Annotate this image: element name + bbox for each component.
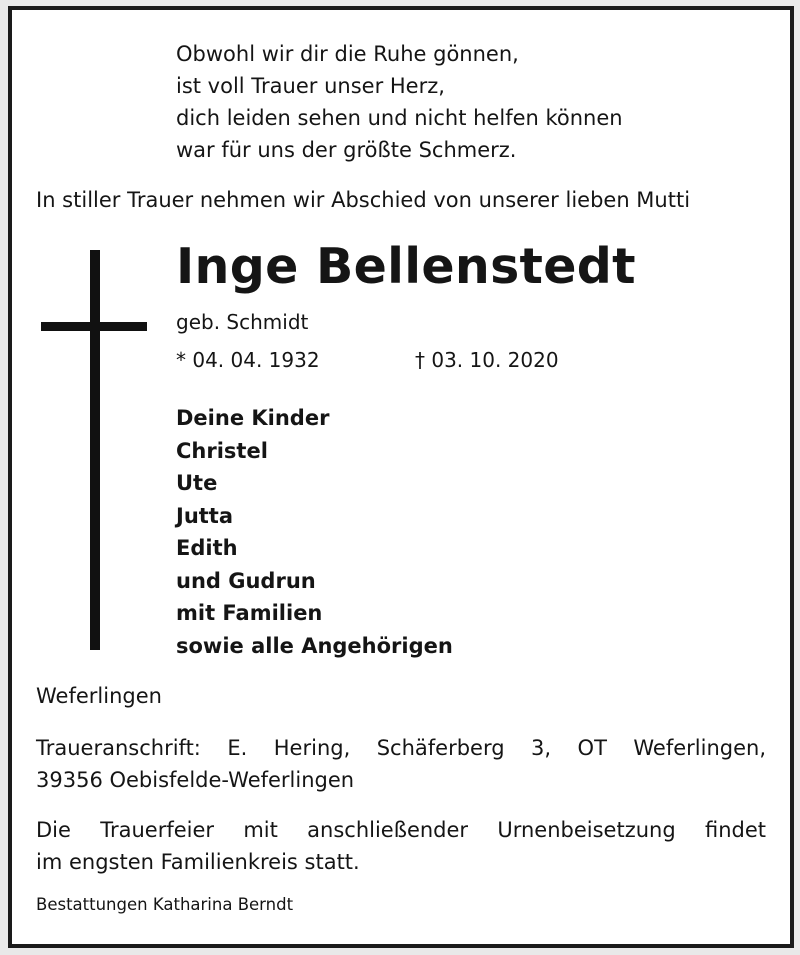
- deceased-name: Inge Bellenstedt: [176, 238, 636, 295]
- poem: [176, 38, 623, 166]
- mourning-address-line: 39356 Oebisfelde-Weferlingen: [36, 768, 355, 792]
- mourner-line: Jutta: [176, 503, 234, 528]
- ceremony-text-line: Die Trauerfeier mit anschließender Urnenbeisetzung findet: [36, 818, 766, 842]
- maiden-name: geb. Schmidt: [176, 310, 309, 334]
- mourner-line: und Gudrun: [176, 568, 316, 593]
- mourner-line: Christel: [176, 438, 268, 463]
- place-name: Weferlingen: [36, 684, 162, 708]
- undertaker-name: Bestattungen Katharina Berndt: [36, 895, 294, 914]
- obituary-notice: [8, 6, 794, 948]
- mourning-address-line: Traueranschrift: E. Hering, Schäferberg 3, OT Weferlingen,: [36, 736, 766, 760]
- birth-date: * 04. 04. 1932: [176, 348, 320, 372]
- mourner-line: sowie alle Angehörigen: [176, 633, 453, 658]
- poem-line: Obwohl wir dir die Ruhe gönnen,: [176, 42, 519, 66]
- mourner-line: Deine Kinder: [176, 406, 330, 430]
- poem-line: war für uns der größte Schmerz.: [176, 138, 517, 162]
- ceremony-text-line: im engsten Familienkreis statt.: [36, 850, 360, 874]
- mourners-list: [176, 402, 453, 662]
- mourner-line: Edith: [176, 536, 238, 560]
- cross-vertical-bar: [90, 250, 100, 650]
- death-date: † 03. 10. 2020: [415, 348, 559, 372]
- poem-line: ist voll Trauer unser Herz,: [176, 74, 445, 98]
- mourner-line: Ute: [176, 471, 218, 495]
- intro-text: In stiller Trauer nehmen wir Abschied von unserer lieben Mutti: [36, 188, 691, 212]
- cross-horizontal-bar: [41, 322, 147, 331]
- mourner-line: mit Familien: [176, 601, 323, 625]
- poem-line: dich leiden sehen und nicht helfen können: [176, 106, 623, 130]
